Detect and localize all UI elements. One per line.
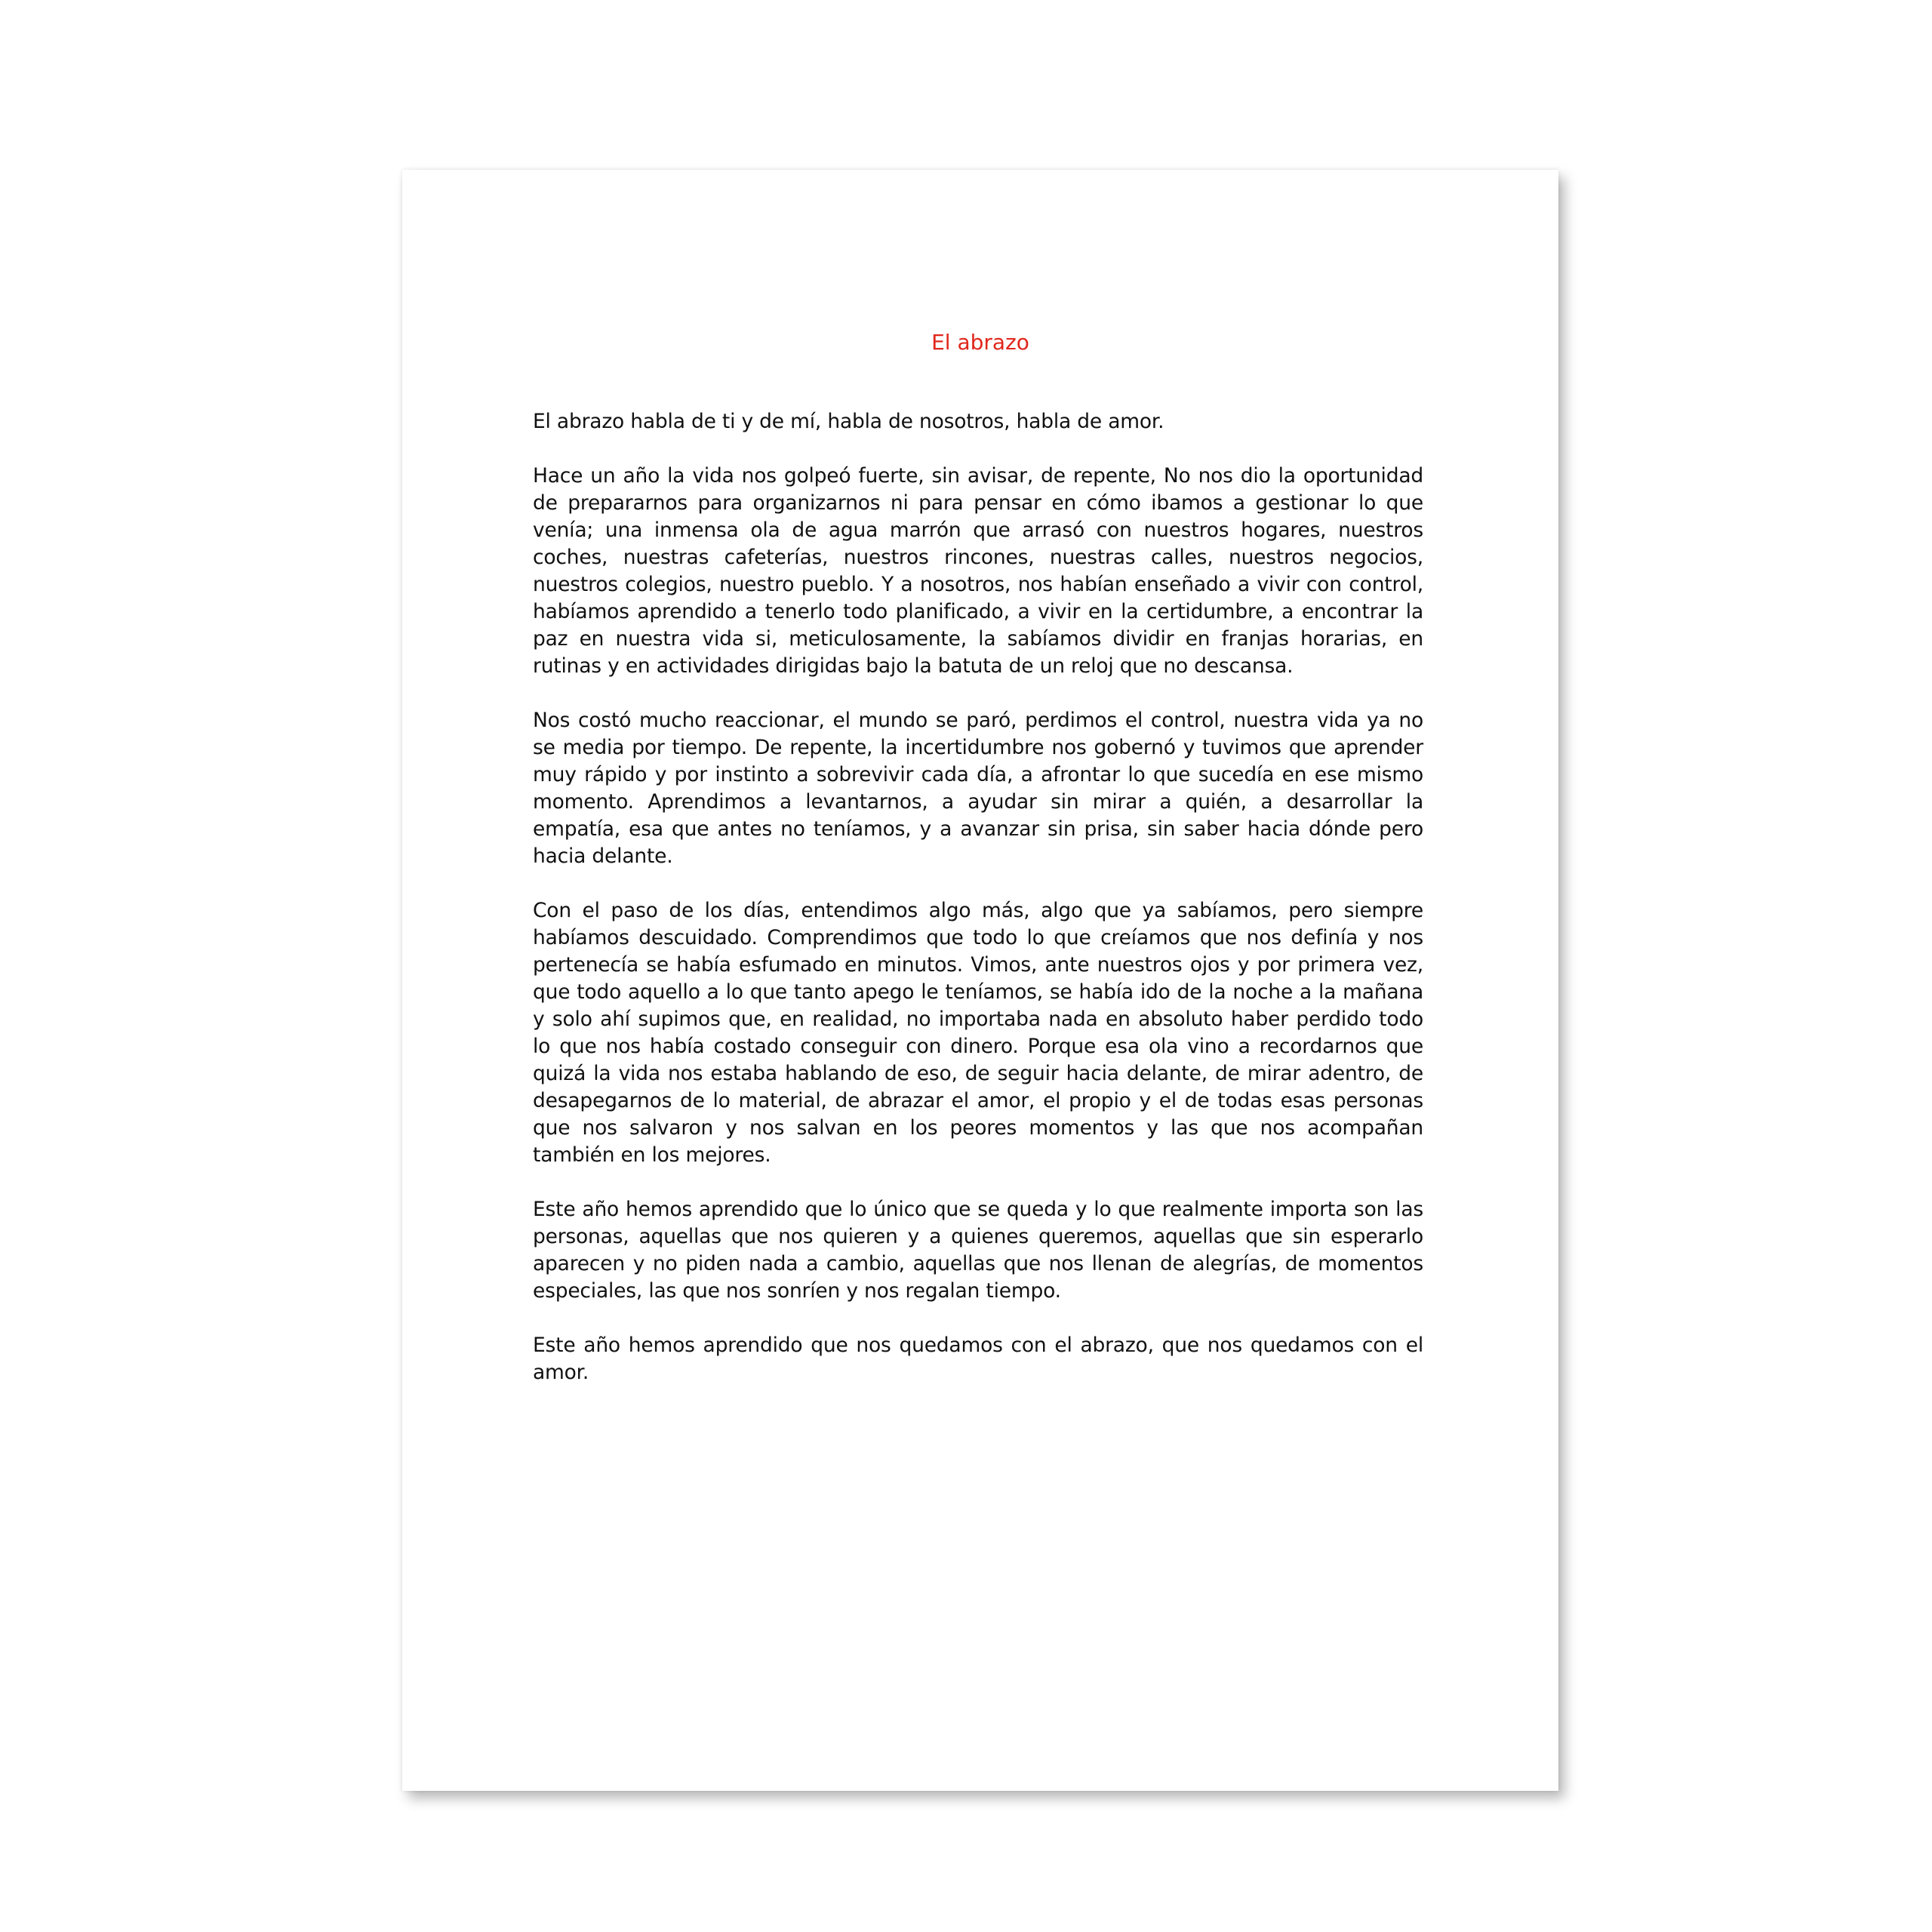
paragraph-5: Este año hemos aprendido que lo único que se queda y lo que realmente importa son las personas, aquellas que nos quieren y a quienes queremos, aquellas que sin esperarlo aparecen y no piden nada a cambio, aquellas que nos llenan de alegrías, de momentos especiales, las que nos sonríen y nos regalan tiempo. (533, 1198, 1423, 1303)
document-page (402, 170, 1558, 1791)
paragraph-6: Este año hemos aprendido que nos quedamos con el abrazo, que nos quedamos con el amor. (533, 1334, 1423, 1384)
paragraph-3: Nos costó mucho reaccionar, el mundo se paró, perdimos el control, nuestra vida ya no se media por tiempo. De repente, la incertidumbre nos gobernó y tuvimos que aprender muy rápido y por instinto a sobrevivir cada día, a afrontar lo que sucedía en ese mismo momento. Aprendimos a levantarnos, a ayudar sin mirar a quién, a desarrollar la empatía, esa que antes no teníamos, y a avanzar sin prisa, sin saber hacia dónde pero hacia delante. (533, 709, 1423, 868)
document-body (533, 408, 1423, 1414)
paragraph-1: El abrazo habla de ti y de mí, habla de nosotros, habla de amor. (533, 410, 1164, 433)
paragraph-4: Con el paso de los días, entendimos algo más, algo que ya sabíamos, pero siempre habíamos descuidado. Comprendimos que todo lo que creíamos que nos definía y nos pertenecía se había esfumado en minutos. Vimos, ante nuestros ojos y por primera vez, que todo aquello a lo que tanto apego le teníamos, se había ido de la noche a la mañana y solo ahí supimos que, en realidad, no importaba nada en absoluto haber perdido todo lo que nos había costado conseguir con dinero. Porque esa ola vino a recordarnos que quizá la vida nos estaba hablando de eso, de seguir hacia delante, de mirar adentro, de desapegarnos de lo material, de abrazar el amor, el propio y el de todas esas personas que nos salvaron y nos salvan en los peores momentos y las que nos acompañan también en los mejores. (533, 899, 1423, 1167)
paragraph-2: Hace un año la vida nos golpeó fuerte, sin avisar, de repente, No nos dio la oportunidad de prepararnos para organizarnos ni para pensar en cómo ibamos a gestionar lo que venía; una inmensa ola de agua marrón que arrasó con nuestros hogares, nuestros coches, nuestras cafeterías, nuestros rincones, nuestras calles, nuestros negocios, nuestros colegios, nuestro pueblo. Y a nosotros, nos habían enseñado a vivir con control, habíamos aprendido a tenerlo todo planificado, a vivir en la certidumbre, a encontrar la paz en nuestra vida si, meticulosamente, la sabíamos dividir en franjas horarias, en rutinas y en actividades dirigidas bajo la batuta de un reloj que no descansa. (533, 464, 1423, 678)
document-title: El abrazo (931, 330, 1029, 355)
